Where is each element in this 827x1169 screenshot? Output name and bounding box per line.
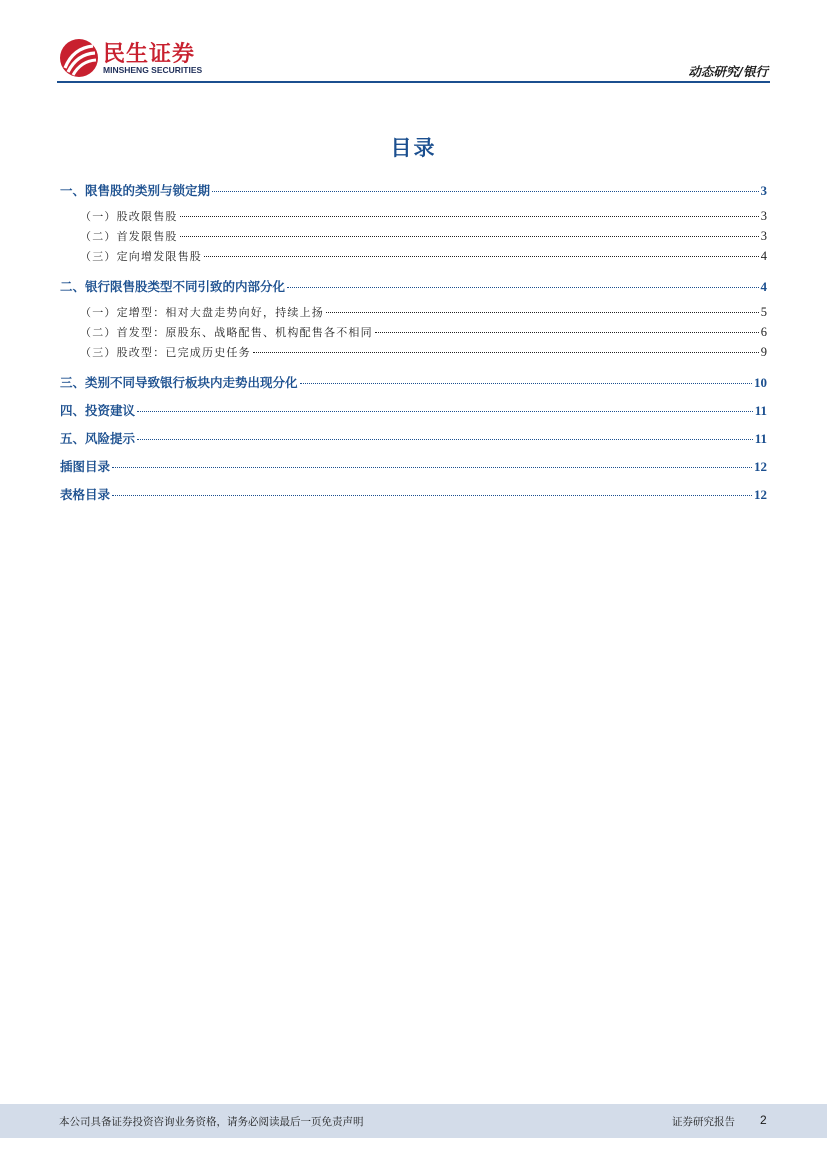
- toc-entry-subsection[interactable]: [60, 304, 767, 320]
- toc-entry-section[interactable]: [60, 429, 767, 447]
- toc-entry-subsection[interactable]: [60, 324, 767, 340]
- page-header: [57, 34, 770, 82]
- toc-entry-section[interactable]: [60, 373, 767, 391]
- toc-entry-page: 4: [760, 249, 767, 263]
- toc-entry-section[interactable]: [60, 485, 767, 503]
- header-divider: [57, 81, 770, 83]
- toc-entry-label: 五、风险提示: [60, 431, 136, 446]
- toc-entry-page: 12: [754, 459, 767, 474]
- toc-entry-label: 表格目录: [60, 487, 111, 502]
- toc-entry-page: 4: [760, 279, 767, 294]
- toc-title: 目录: [390, 136, 437, 160]
- toc-entry-label: （一）定增型：相对大盘走势向好，持续上扬: [80, 306, 324, 319]
- toc-entry-page: 11: [754, 431, 767, 446]
- toc-dot-leader: [300, 382, 752, 384]
- toc-entry-page: 3: [760, 209, 767, 223]
- toc-dot-leader: [326, 311, 759, 313]
- toc-entry-page: 10: [754, 375, 767, 390]
- toc-entry-subsection[interactable]: [60, 228, 767, 244]
- toc-dot-leader: [204, 255, 759, 257]
- toc-entry-section[interactable]: [60, 277, 767, 295]
- toc-entry-label: 二、银行限售股类型不同引致的内部分化: [60, 279, 286, 294]
- footer-doc-type: 证券研究报告: [672, 1116, 735, 1128]
- toc-dot-leader: [180, 215, 759, 217]
- toc-dot-leader: [137, 410, 753, 412]
- toc-entry-section[interactable]: [60, 181, 767, 199]
- toc-dot-leader: [287, 286, 758, 288]
- toc-entry-page: 6: [760, 325, 767, 339]
- minsheng-logo-icon: [59, 38, 99, 78]
- report-section-tag: 动态研究/银行: [688, 64, 768, 79]
- toc-dot-leader: [212, 190, 758, 192]
- toc-entry-page: 3: [760, 229, 767, 243]
- logo-wordmark-cn: 民生证券: [103, 42, 196, 67]
- toc-entry-page: 9: [760, 345, 767, 359]
- toc-entry-page: 12: [754, 487, 767, 502]
- toc-entry-label: 四、投资建议: [60, 403, 136, 418]
- toc-entry-label: 插图目录: [60, 459, 111, 474]
- toc-dot-leader: [112, 494, 752, 496]
- logo-wordmark-en: MINSHENG SECURITIES: [103, 65, 203, 75]
- toc-dot-leader: [112, 466, 752, 468]
- toc-dot-leader: [253, 351, 759, 353]
- toc-entry-label: （三）定向增发限售股: [80, 250, 202, 263]
- toc-entry-label: 一、限售股的类别与锁定期: [60, 183, 211, 198]
- toc-entry-subsection[interactable]: [60, 208, 767, 224]
- toc-entry-section[interactable]: [60, 457, 767, 475]
- toc-entry-label: 三、类别不同导致银行板块内走势出现分化: [60, 375, 298, 390]
- toc-dot-leader: [137, 438, 753, 440]
- toc-dot-leader: [180, 235, 759, 237]
- toc-entry-subsection[interactable]: [60, 344, 767, 360]
- footer-page-number: 2: [760, 1113, 767, 1127]
- toc-entry-subsection[interactable]: [60, 248, 767, 264]
- toc-entry-label: （二）首发限售股: [80, 230, 178, 243]
- page-footer: [0, 1104, 827, 1138]
- toc-entry-label: （三）股改型：已完成历史任务: [80, 346, 251, 359]
- toc-entry-page: 3: [760, 183, 767, 198]
- toc-entry-section[interactable]: [60, 401, 767, 419]
- toc-entry-page: 5: [760, 305, 767, 319]
- toc-entry-page: 11: [754, 403, 767, 418]
- toc-entry-label: （一）股改限售股: [80, 210, 178, 223]
- toc-entry-label: （二）首发型：原股东、战略配售、机构配售各不相同: [80, 326, 373, 339]
- footer-disclaimer: 本公司具备证券投资咨询业务资格，请务必阅读最后一页免责声明: [59, 1116, 364, 1128]
- toc-dot-leader: [375, 331, 759, 333]
